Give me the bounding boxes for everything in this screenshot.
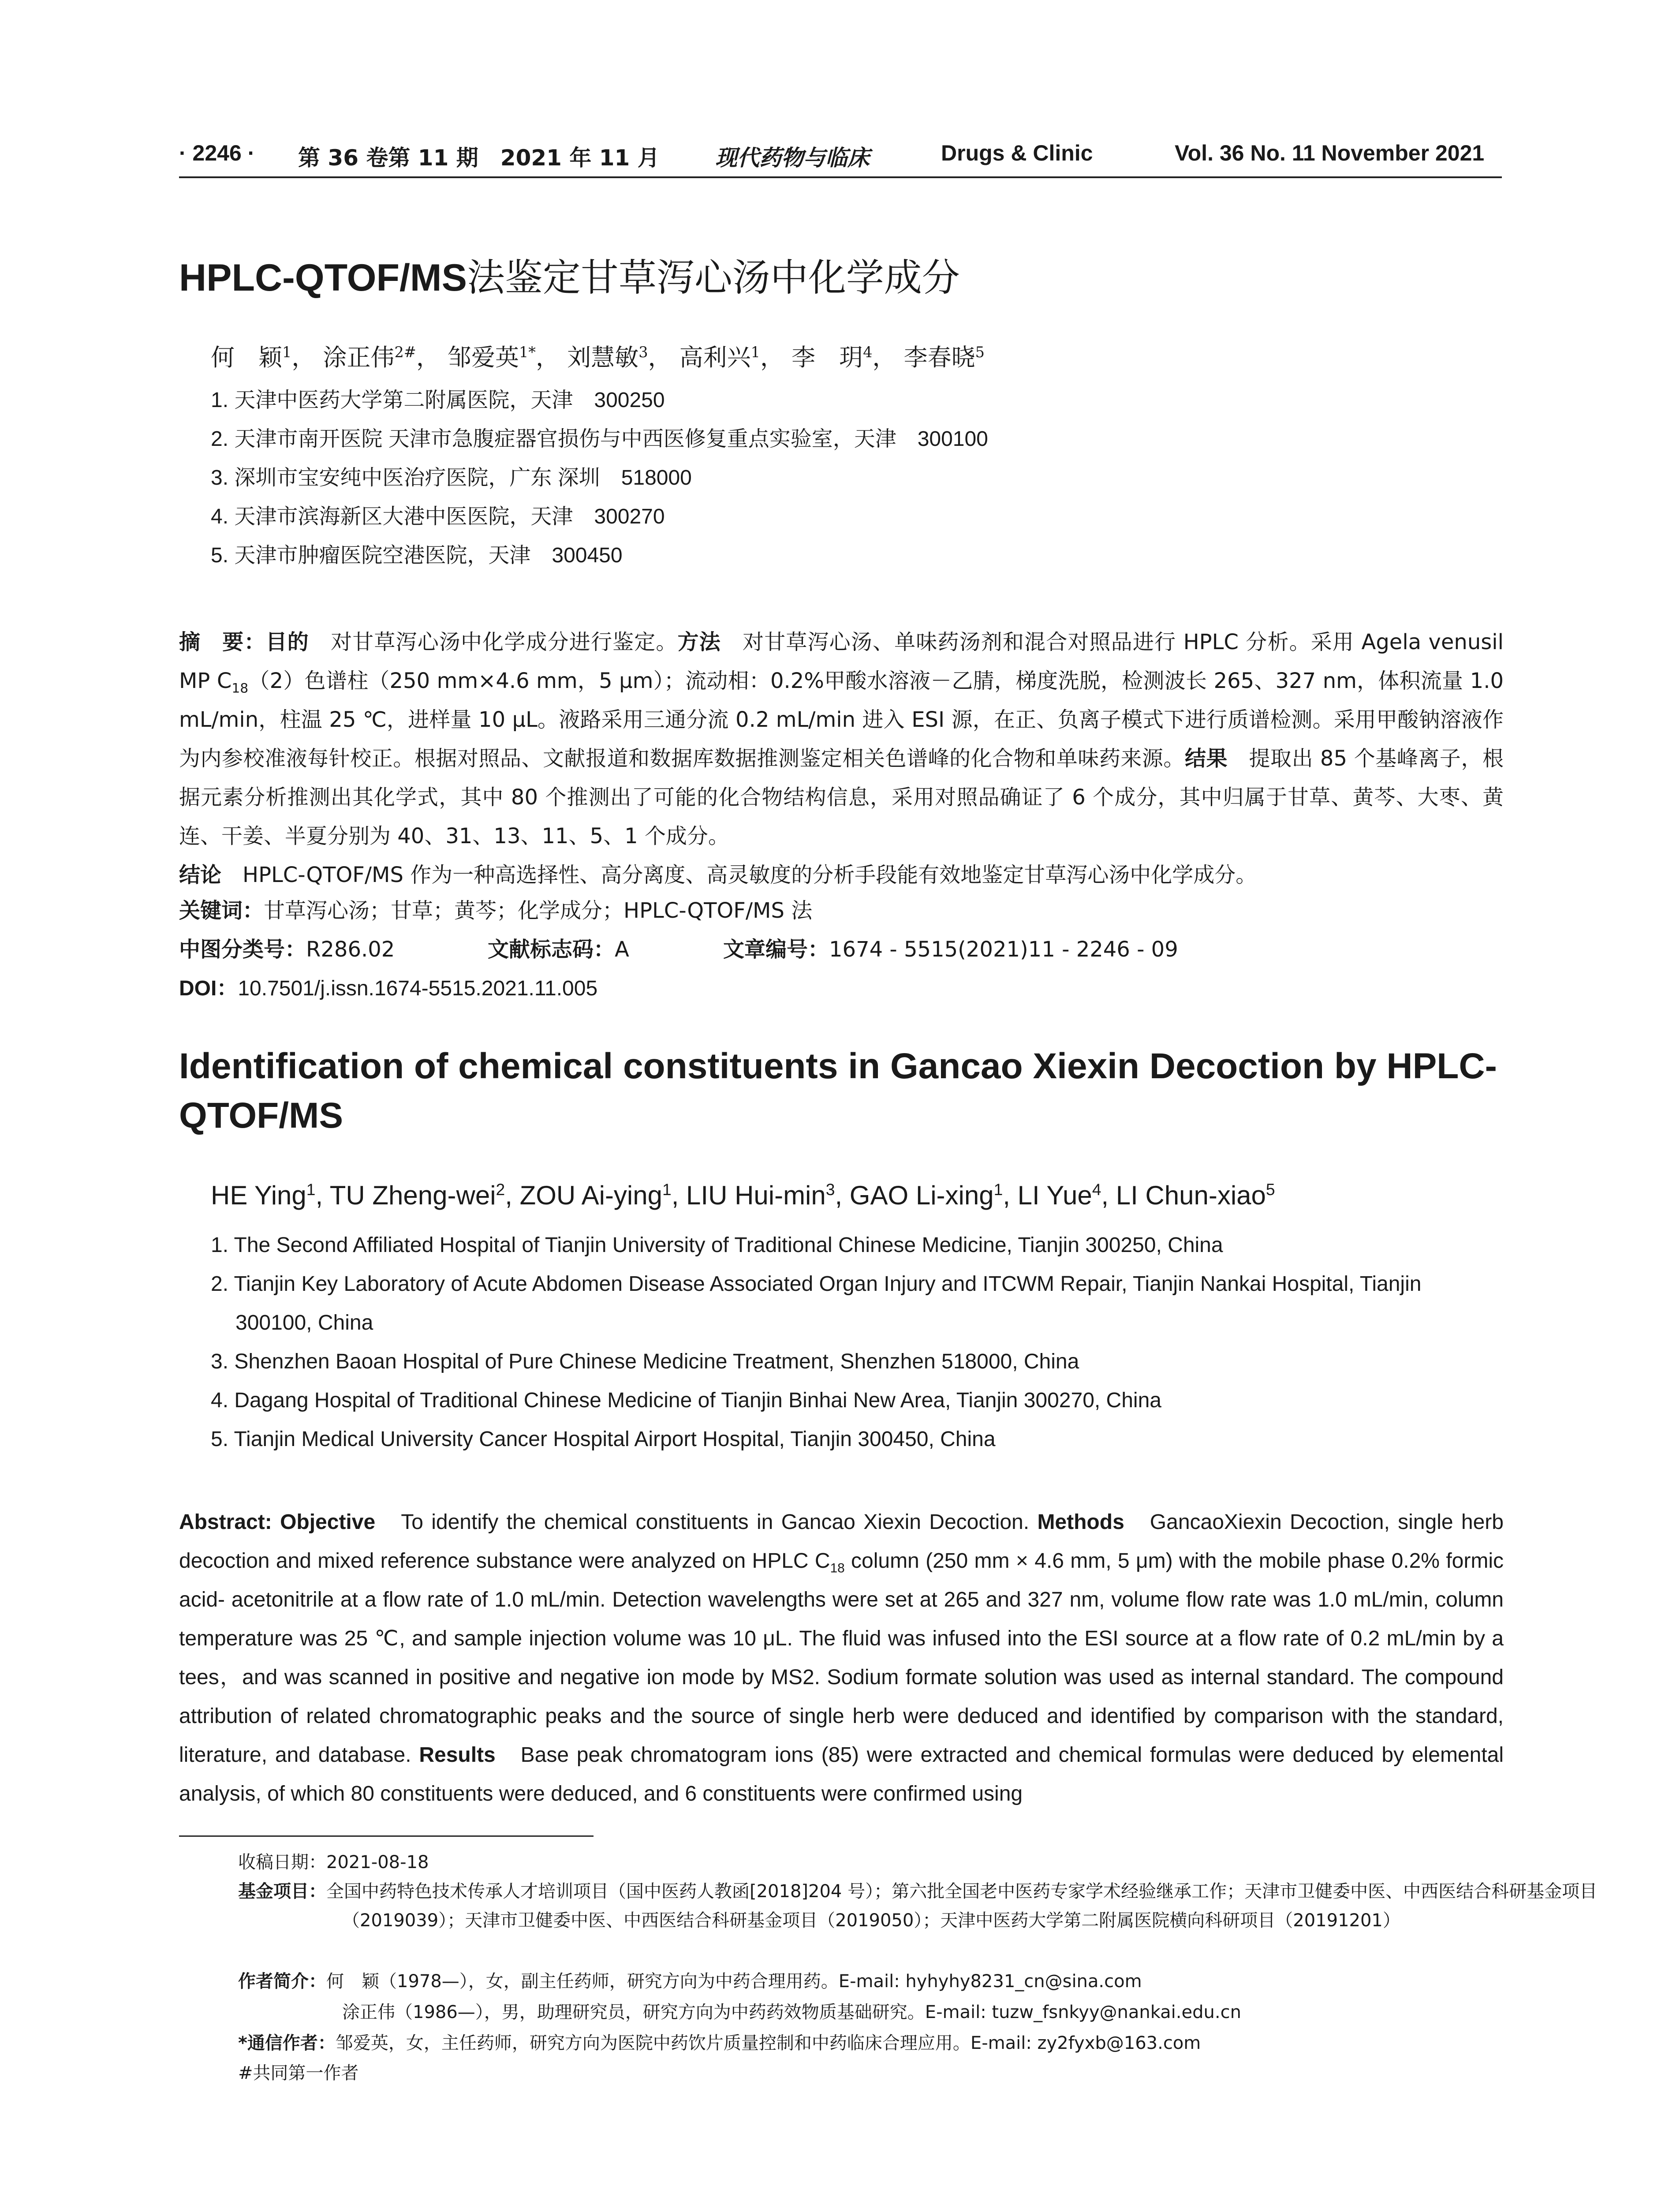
author-cn-sup: 4 (863, 344, 873, 361)
title-cn (179, 247, 960, 302)
doi-line (179, 971, 597, 1002)
bio-label: 作者简介： (238, 1971, 326, 1992)
author-en: LI Yue (1017, 1181, 1092, 1210)
author-cn: 何 颖 (211, 344, 282, 371)
affiliation-en: 1. The Second Affiliated Hospital of Tianjin University of Traditional Chinese Medicine, Tianjin 300250, China (211, 1233, 1223, 1257)
author-cn: 刘慧敏 (567, 344, 639, 371)
affiliation-en: 4. Dagang Hospital of Traditional Chinese Medicine of Tianjin Binhai New Area, Tianjin 300270, China (211, 1389, 1161, 1412)
fund-label: 基金项目： (238, 1881, 326, 1902)
corresponding-author (238, 2029, 1608, 2058)
author-cn-sup: 1* (519, 344, 536, 361)
classification-line (179, 932, 395, 963)
corr-label: *通信作者： (238, 2033, 336, 2053)
affiliation-cn: 1. 天津中医药大学第二附属医院，天津 300250 (211, 389, 665, 412)
fund-text: 全国中药特色技术传承人才培训项目（国中医药人教函[2018]204 号）；第六批全国老中医药专家学术经验继承工作；天津市卫健委中医、中西医结合科研基金项目（2019039）；天津市卫健委中医、中西医结合科研基金项目（2019050）；天津中医药大学第二附属医院横向科研项目（20191201） (326, 1881, 1598, 1931)
methods-label-en: Methods (1037, 1510, 1124, 1534)
authors-en: HE Ying$^1$, TU Zheng-wei$^2$, ZOU Ai-ying$^1$, LIU Hui-$\min^3$, GAO Li-xing$^1$, LI Yue$^4$, LI Chun-xiao$^5$ (211, 1180, 1275, 1210)
author-en-sup: 3 (825, 1180, 835, 1199)
results-text-en: Base peak chromatogram ions (85) were extracted and chemical formulas were deduced by elemental analysis, of which 80 constituents were deduced, and 6 constituents were confirmed using (179, 1743, 1504, 1805)
page-number: · 2246 · (179, 141, 255, 165)
author-bio-1 (238, 1967, 1608, 1996)
author-en: LI Chun-xiao (1116, 1181, 1266, 1210)
affiliation-en: 2. Tianjin Key Laboratory of Acute Abdomen Disease Associated Organ Injury and ITCWM Repair, Tianjin Nankai Hospital, Tianjin 300100, China (211, 1272, 1422, 1334)
affiliation-cn: 4. 天津市滨海新区大港中医医院，天津 300270 (211, 505, 665, 528)
author-cn-sup: 1 (282, 344, 292, 361)
abstract-en (179, 1503, 1504, 1813)
author-en-sup: 4 (1092, 1180, 1101, 1199)
methods-subscript: 18 (231, 680, 249, 696)
author-en: HE Ying (211, 1181, 306, 1210)
abstract-cn (179, 623, 1504, 894)
author-en-sup: 5 (1266, 1180, 1275, 1199)
clc-value: R286.02 (306, 937, 395, 962)
title-en: Identification of chemical constituents in Gancao Xiexin Decoction by HPLC-QTOF/MS (179, 1046, 1497, 1136)
doi-value: 10.7501/j.issn.1674-5515.2021.11.005 (238, 977, 598, 1000)
keywords-label: 关键词： (179, 898, 264, 923)
author-cn-sup: 2# (394, 344, 416, 361)
received-label: 收稿日期： (238, 1852, 326, 1872)
author-en: ZOU Ai-ying (519, 1181, 662, 1210)
abstract-cn-label: 摘 要： (179, 630, 266, 654)
fund-note (238, 1877, 1608, 1935)
author-cn: 涂正伟 (323, 344, 395, 371)
methods-text-cont: （2）色谱柱（250 mm×4.6 mm，5 μm）；流动相：0.2%甲酸水溶液－乙腈，梯度洗脱，检测波长 265、327 nm，体积流量 1.0 mL/min，柱温 25 ℃，进样量 10 μL。液路采用三通分流 0.2 mL/min 进入 ESI 源，在正、负离子模式下进行质谱检测。采用甲酸钠溶液作为内参校准液每针校正。根据对照品、文献报道和数据库数据推测鉴定相关色谱峰的化合物和单味药来源。 (179, 669, 1504, 771)
methods-text-en: GancaoXiexin Decoction, single herb decoction and mixed reference substance were analyzed on HPLC C (179, 1510, 1504, 1573)
author-en-sup: 1 (306, 1180, 316, 1199)
results-label-en: Results (419, 1743, 496, 1767)
keywords-cn (179, 893, 812, 924)
doc-label: 文献标志码： (488, 937, 615, 962)
author-en: GAO Li-xing (849, 1181, 994, 1210)
article-number (723, 932, 1178, 963)
author-cn: 邹爱英 (447, 344, 519, 371)
received-date (238, 1848, 1504, 1877)
methods-subscript-en: 18 (830, 1561, 845, 1576)
abstract-en-label: Abstract: (179, 1510, 272, 1534)
issue-en: Vol. 36 No. 11 November 2021 (1175, 141, 1485, 165)
author-cn: 李 玥 (791, 344, 863, 371)
methods-text-en-cont: column (250 mm × 4.6 mm, 5 μm) with the mobile phase 0.2% formic acid- acetonitrile at a flow rate of 1.0 mL/min. Detection wavelengths were set at 265 and 327 nm, volume flow rate was 1.0 mL/min, column temperature was 25 ℃, and sample injection volume was 10 μL. The fluid was infused into the ESI source at a flow rate of 0.2 mL/min by a tees，and was scanned in positive and negative ion mode by MS2. Sodium formate solution was used as internal standard. The compound attribution of related chromatographic peaks and the source of single herb were deduced and identified by comparison with the standard, literature, and database. (179, 1549, 1504, 1767)
author-cn: 李春晓 (903, 344, 975, 371)
authors-cn: 何 颖$^1$， 涂正伟$^{2\#}$， 邹爱英$^{1*}$， 刘慧敏$^3$， 高利兴$^1$， 李 玥$^4$， 李春晓$^5$ (211, 344, 985, 371)
affiliation-cn: 5. 天津市肿瘤医院空港医院，天津 300450 (211, 544, 623, 567)
author-en-sup: 1 (993, 1180, 1003, 1199)
affiliation-cn: 3. 深圳市宝安纯中医治疗医院，广东 深圳 518000 (211, 466, 692, 490)
article-label: 文章编号： (723, 937, 829, 962)
methods-text: 对甘草泻心汤、单味药汤剂和混合对照品进行 HPLC 分析。采用 Agela venusil MP C (179, 630, 1504, 693)
doi-label: DOI： (179, 977, 238, 1000)
author-en: TU Zheng-wei (329, 1181, 496, 1210)
doc-code (488, 932, 629, 963)
objective-label-en: Objective (280, 1510, 376, 1534)
issue-cn: 第 36 卷第 11 期 2021 年 11 月 (298, 145, 660, 171)
journal-name-en: Drugs & Clinic (941, 141, 1093, 165)
author-en-sup: 2 (496, 1180, 505, 1199)
objective-text-en: To identify the chemical constituents in Gancao Xiexin Decoction. (375, 1510, 1030, 1534)
author-cn-sup: 5 (975, 344, 985, 361)
affiliation-en: 3. Shenzhen Baoan Hospital of Pure Chinese Medicine Treatment, Shenzhen 518000, China (211, 1350, 1079, 1373)
objective-text: 对甘草泻心汤中化学成分进行鉴定。 (309, 630, 678, 654)
author-cn-sup: 3 (638, 344, 648, 361)
conclusion-text: HPLC-QTOF/MS 作为一种高选择性、高分离度、高灵敏度的分析手段能有效地鉴定甘草泻心汤中化学成分。 (221, 863, 1257, 887)
author-cn: 高利兴 (679, 344, 751, 371)
author-cn-sup: 1 (750, 344, 760, 361)
author-bio-2: 涂正伟（1986—），男，助理研究员，研究方向为中药药效物质基础研究。E-mail: tuzw_fsnkyy@nankai.edu.cn (342, 2002, 1241, 2022)
objective-label: 目的 (265, 630, 309, 654)
results-label: 结果 (1184, 746, 1228, 771)
affiliation-cn: 2. 天津市南开医院 天津市急腹症器官损伤与中西医修复重点实验室，天津 300100 (211, 427, 988, 451)
bio-1-text: 何 颖（1978—），女，副主任药师，研究方向为中药合理用药。E-mail: hyhyhy8231_cn@sina.com (326, 1971, 1142, 1992)
clc-label: 中图分类号： (179, 937, 306, 962)
title-cn-rest: 法鉴定甘草泻心汤中化学成分 (467, 256, 960, 300)
affiliation-en: 5. Tianjin Medical University Cancer Hospital Airport Hospital, Tianjin 300450, China (211, 1428, 996, 1451)
methods-label: 方法 (677, 630, 721, 654)
header-rule (179, 176, 1502, 178)
author-en-sup: 1 (662, 1180, 672, 1199)
title-cn-lead: HPLC-QTOF/MS (179, 257, 467, 299)
author-en: LIU Hui-min (686, 1181, 826, 1210)
corr-text: 邹爱英，女，主任药师，研究方向为医院中药饮片质量控制和中药临床合理应用。E-mail: zy2fyxb@163.com (335, 2033, 1201, 2053)
article-value: 1674 - 5515(2021)11 - 2246 - 09 (829, 937, 1178, 962)
doc-value: A (615, 937, 629, 962)
journal-name-cn: 现代药物与临床 (715, 145, 870, 171)
keywords-text: 甘草泻心汤；甘草；黄芩；化学成分；HPLC-QTOF/MS 法 (264, 898, 813, 923)
conclusion-label: 结论 (179, 863, 222, 887)
co-first-author-note: #共同第一作者 (238, 2063, 359, 2083)
received-value: 2021-08-18 (326, 1852, 429, 1872)
results-text: 提取出 85 个基峰离子，根据元素分析推测出其化学式，其中 80 个推测出了可能的化合物结构信息，采用对照品确证了 6 个成分，其中归属于甘草、黄芩、大枣、黄连、干姜、半夏分别为 40、31、13、11、5、1 个成分。 (179, 746, 1504, 848)
footnote-rule (179, 1835, 594, 1837)
